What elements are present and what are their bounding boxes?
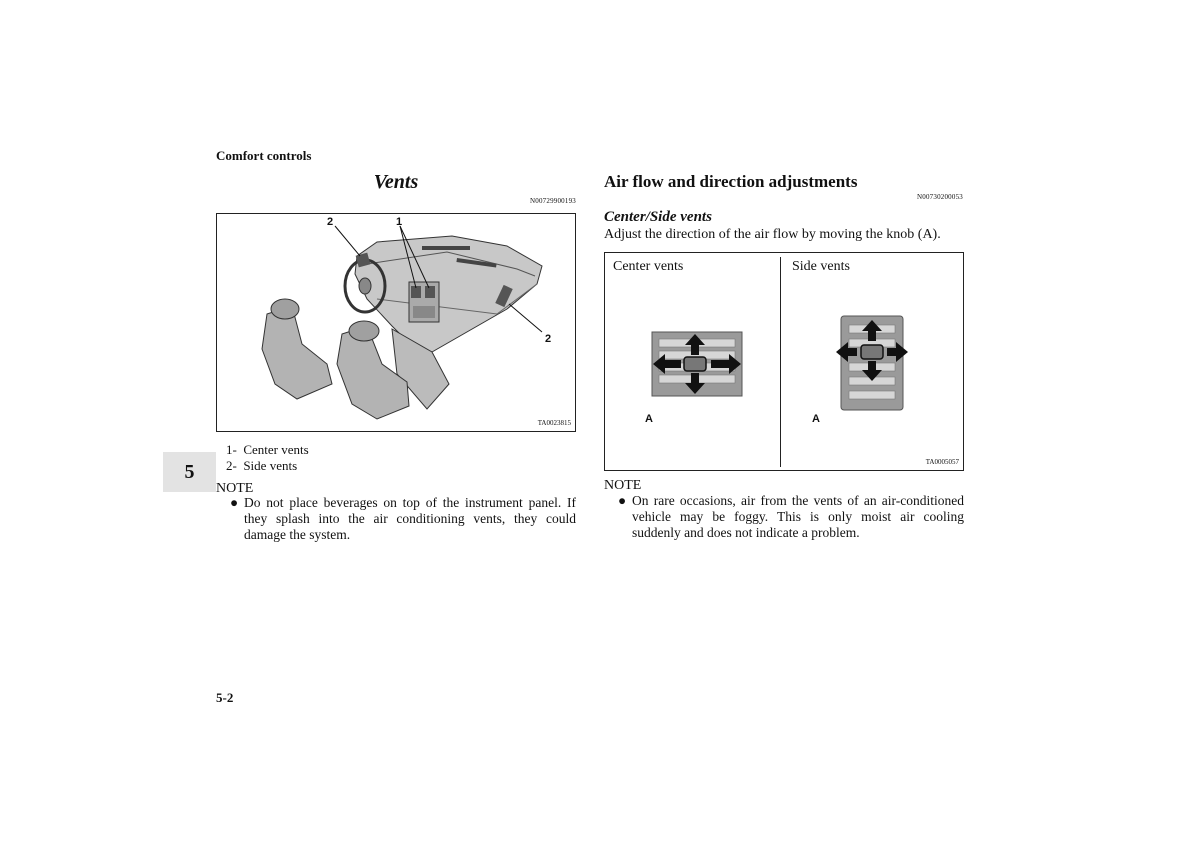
page-number: 5-2	[216, 690, 234, 705]
dashboard-illustration	[216, 213, 576, 432]
note-label: NOTE	[216, 481, 254, 496]
bullet-icon: ●	[618, 493, 627, 508]
figure-code: TA0023815	[537, 419, 571, 427]
side-vents-label: Side vents	[792, 259, 850, 274]
callout-2-driver: 2	[327, 216, 334, 228]
knob-label-side: A	[812, 413, 820, 425]
callout-1-center: 1	[396, 216, 403, 228]
bullet-icon: ●	[230, 495, 239, 510]
center-vents-label: Center vents	[613, 259, 684, 274]
section-header: Comfort controls	[216, 148, 312, 163]
instruction-text: Adjust the direction of the air flow by moving the knob (A).	[604, 227, 941, 242]
callout-2-passenger: 2	[545, 333, 552, 345]
section-heading: Air flow and direction adjustments	[604, 172, 858, 191]
dashboard-drawing	[217, 214, 575, 431]
reference-code: N00730200053	[917, 193, 963, 201]
reference-code: N00729900193	[530, 197, 576, 205]
center-vent-icon	[651, 331, 743, 397]
note-item	[618, 493, 964, 541]
legend-item: 2- Side vents	[226, 458, 298, 473]
figure-code: TA0005057	[925, 458, 959, 466]
note-text: On rare occasions, air from the vents of an air-conditioned vehicle may be foggy. This is only moist air cooling suddenly and does not indicate a problem.	[632, 493, 964, 540]
chapter-tab: 5	[163, 452, 216, 492]
knob-label-center: A	[645, 413, 653, 425]
subheading: Center/Side vents	[604, 209, 712, 225]
side-vent-icon	[835, 315, 909, 411]
vent-adjustment-illustration	[604, 252, 964, 471]
figure-legend	[226, 442, 309, 474]
note-label: NOTE	[604, 478, 642, 493]
section-title: Vents	[373, 171, 419, 193]
note-text: Do not place beverages on top of the instrument panel. If they splash into the air conditioning vents, they could damage the system.	[244, 495, 576, 542]
note-item	[230, 495, 576, 543]
figure-divider	[780, 257, 781, 467]
legend-item: 1- Center vents	[226, 442, 309, 457]
